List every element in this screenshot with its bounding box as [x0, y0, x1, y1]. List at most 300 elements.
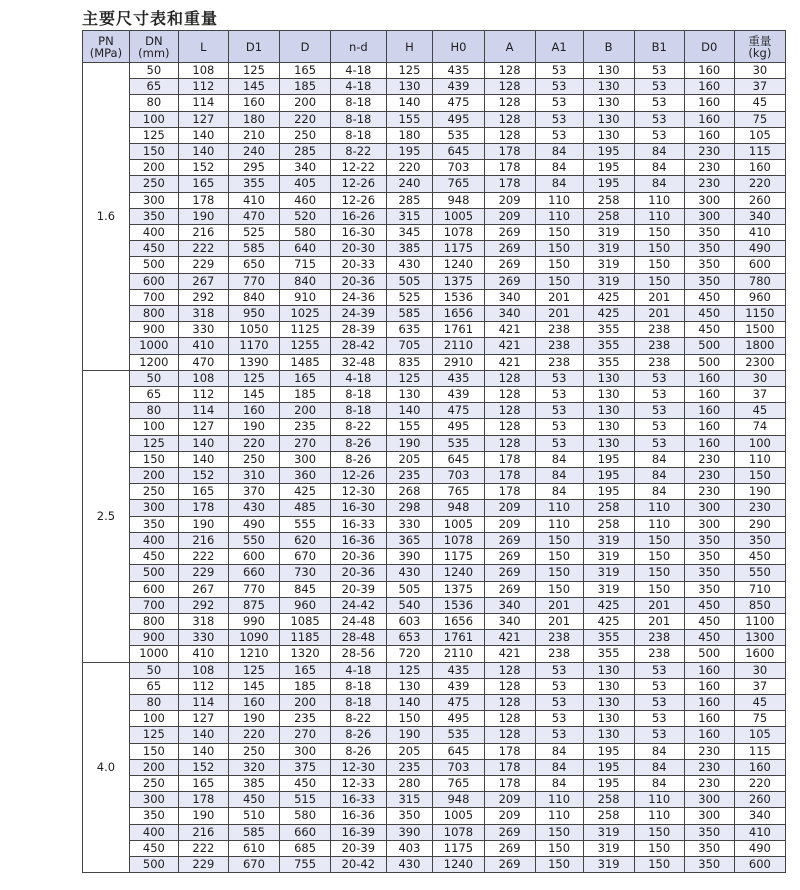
table-cell: 765 — [433, 484, 484, 500]
table-cell: 20-42 — [331, 856, 386, 872]
table-cell: 16-39 — [331, 824, 386, 840]
table-cell: 345 — [386, 225, 433, 241]
table-cell: 260 — [734, 192, 785, 208]
table-cell: 160 — [684, 63, 734, 79]
column-header-label: D1 — [245, 39, 263, 54]
column-header-label: L — [200, 39, 207, 54]
table-cell: 240 — [228, 144, 279, 160]
table-cell: 410 — [734, 824, 785, 840]
table-cell: 178 — [178, 192, 228, 208]
table-row — [83, 403, 786, 419]
table-cell: 110 — [634, 500, 684, 516]
column-header-label: DN — [145, 33, 163, 48]
table-cell: 150 — [634, 225, 684, 241]
table-cell: 235 — [386, 468, 433, 484]
table-cell: 300 — [129, 792, 178, 808]
table-cell: 250 — [129, 176, 178, 192]
table-cell: 350 — [129, 808, 178, 824]
table-cell: 127 — [178, 711, 228, 727]
table-cell: 340 — [484, 613, 535, 629]
table-cell: 53 — [535, 79, 583, 95]
table-cell: 180 — [228, 111, 279, 127]
table-cell: 350 — [684, 581, 734, 597]
table-cell: 16-26 — [331, 208, 386, 224]
table-cell: 875 — [228, 597, 279, 613]
table-cell: 178 — [484, 759, 535, 775]
table-cell: 580 — [280, 808, 331, 824]
table-cell: 195 — [583, 743, 634, 759]
table-cell: 80 — [129, 694, 178, 710]
table-cell: 1200 — [129, 354, 178, 370]
table-cell: 84 — [535, 775, 583, 791]
table-cell: 125 — [129, 435, 178, 451]
table-body — [83, 63, 786, 873]
table-cell: 30 — [734, 63, 785, 79]
table-cell: 195 — [583, 144, 634, 160]
table-cell: 127 — [178, 419, 228, 435]
table-cell: 45 — [734, 694, 785, 710]
table-cell: 80 — [129, 403, 178, 419]
table-cell: 269 — [484, 840, 535, 856]
table-cell: 125 — [386, 662, 433, 678]
table-cell: 24-48 — [331, 613, 386, 629]
table-cell: 112 — [178, 387, 228, 403]
table-cell: 140 — [178, 435, 228, 451]
table-cell: 948 — [433, 192, 484, 208]
table-cell: 229 — [178, 565, 228, 581]
table-row — [83, 306, 786, 322]
table-row — [83, 387, 786, 403]
table-cell: 350 — [129, 208, 178, 224]
table-cell: 230 — [684, 743, 734, 759]
table-cell: 140 — [178, 144, 228, 160]
table-cell: 300 — [684, 516, 734, 532]
table-cell: 53 — [535, 694, 583, 710]
table-cell: 216 — [178, 532, 228, 548]
table-cell: 650 — [228, 257, 279, 273]
table-cell: 53 — [535, 403, 583, 419]
table-cell: 65 — [129, 678, 178, 694]
table-cell: 450 — [129, 549, 178, 565]
table-cell: 340 — [484, 306, 535, 322]
table-cell: 450 — [684, 289, 734, 305]
table-cell: 140 — [178, 727, 228, 743]
table-cell: 53 — [535, 711, 583, 727]
table-cell: 195 — [583, 451, 634, 467]
table-cell: 320 — [228, 759, 279, 775]
table-cell: 258 — [583, 500, 634, 516]
table-cell: 84 — [535, 484, 583, 500]
table-cell: 1000 — [129, 338, 178, 354]
table-cell: 16-33 — [331, 792, 386, 808]
table-cell: 585 — [386, 306, 433, 322]
table-cell: 130 — [583, 678, 634, 694]
column-header — [535, 31, 583, 63]
table-cell: 319 — [583, 581, 634, 597]
table-cell: 505 — [386, 273, 433, 289]
table-cell: 114 — [178, 403, 228, 419]
table-row — [83, 565, 786, 581]
table-cell: 190 — [178, 208, 228, 224]
table-cell: 269 — [484, 273, 535, 289]
table-cell: 450 — [684, 630, 734, 646]
table-cell: 1170 — [228, 338, 279, 354]
table-cell: 765 — [433, 775, 484, 791]
table-cell: 8-22 — [331, 711, 386, 727]
table-cell: 755 — [280, 856, 331, 872]
table-cell: 515 — [280, 792, 331, 808]
table-cell: 410 — [178, 338, 228, 354]
table-cell: 53 — [535, 678, 583, 694]
table-cell: 4-18 — [331, 79, 386, 95]
table-cell: 430 — [386, 565, 433, 581]
table-cell: 430 — [386, 856, 433, 872]
table-cell: 400 — [129, 225, 178, 241]
table-cell: 730 — [280, 565, 331, 581]
table-cell: 535 — [433, 127, 484, 143]
table-row — [83, 95, 786, 111]
table-cell: 350 — [684, 856, 734, 872]
table-cell: 1085 — [280, 613, 331, 629]
table-cell: 37 — [734, 387, 785, 403]
table-cell: 653 — [386, 630, 433, 646]
table-cell: 150 — [535, 840, 583, 856]
table-cell: 430 — [228, 500, 279, 516]
table-cell: 430 — [386, 257, 433, 273]
table-cell: 140 — [178, 127, 228, 143]
table-cell: 319 — [583, 549, 634, 565]
table-cell: 240 — [386, 176, 433, 192]
column-header-label: B1 — [651, 39, 667, 54]
table-cell: 84 — [634, 775, 684, 791]
table-cell: 195 — [583, 176, 634, 192]
table-cell: 140 — [178, 743, 228, 759]
table-cell: 12-26 — [331, 468, 386, 484]
table-cell: 258 — [583, 192, 634, 208]
table-cell: 948 — [433, 792, 484, 808]
table-cell: 128 — [484, 111, 535, 127]
table-cell: 160 — [684, 678, 734, 694]
table-cell: 1500 — [734, 322, 785, 338]
table-row — [83, 322, 786, 338]
table-cell: 150 — [634, 565, 684, 581]
table-cell: 53 — [634, 711, 684, 727]
table-cell: 450 — [684, 306, 734, 322]
table-row — [83, 176, 786, 192]
table-cell: 160 — [228, 403, 279, 419]
table-cell: 125 — [129, 727, 178, 743]
table-cell: 110 — [634, 208, 684, 224]
column-header-label: A — [505, 39, 514, 54]
table-cell: 315 — [386, 792, 433, 808]
table-cell: 1300 — [734, 630, 785, 646]
table-cell: 421 — [484, 322, 535, 338]
column-header — [634, 31, 684, 63]
table-cell: 298 — [386, 500, 433, 516]
table-cell: 230 — [734, 500, 785, 516]
table-cell: 1005 — [433, 208, 484, 224]
table-cell: 74 — [734, 419, 785, 435]
table-cell: 258 — [583, 208, 634, 224]
table-row — [83, 225, 786, 241]
table-cell: 190 — [386, 435, 433, 451]
table-cell: 350 — [386, 808, 433, 824]
table-cell: 160 — [684, 727, 734, 743]
table-cell: 500 — [684, 338, 734, 354]
table-cell: 535 — [433, 727, 484, 743]
table-cell: 290 — [734, 516, 785, 532]
table-cell: 114 — [178, 95, 228, 111]
table-cell: 319 — [583, 257, 634, 273]
table-cell: 190 — [178, 516, 228, 532]
table-cell: 292 — [178, 597, 228, 613]
table-row — [83, 208, 786, 224]
table-cell: 130 — [583, 111, 634, 127]
table-cell: 32-48 — [331, 354, 386, 370]
table-cell: 201 — [535, 597, 583, 613]
table-cell: 340 — [734, 808, 785, 824]
table-cell: 315 — [386, 208, 433, 224]
table-row — [83, 63, 786, 79]
table-cell: 160 — [734, 759, 785, 775]
table-cell: 850 — [734, 597, 785, 613]
table-cell: 152 — [178, 468, 228, 484]
table-cell: 948 — [433, 500, 484, 516]
table-row — [83, 273, 786, 289]
table-cell: 1125 — [280, 322, 331, 338]
column-header — [178, 31, 228, 63]
column-header — [228, 31, 279, 63]
table-cell: 128 — [484, 95, 535, 111]
table-cell: 330 — [386, 516, 433, 532]
table-cell: 20-36 — [331, 549, 386, 565]
table-cell: 300 — [280, 451, 331, 467]
table-cell: 110 — [535, 192, 583, 208]
table-cell: 238 — [634, 630, 684, 646]
dimension-weight-table — [82, 30, 786, 873]
table-cell: 12-30 — [331, 759, 386, 775]
table-cell: 12-26 — [331, 176, 386, 192]
table-cell: 450 — [129, 241, 178, 257]
column-header-label: H — [405, 39, 414, 54]
table-cell: 108 — [178, 370, 228, 386]
table-cell: 84 — [634, 160, 684, 176]
table-cell: 28-39 — [331, 322, 386, 338]
table-cell: 50 — [129, 63, 178, 79]
table-cell: 160 — [684, 111, 734, 127]
table-cell: 285 — [280, 144, 331, 160]
table-cell: 410 — [734, 225, 785, 241]
table-cell: 84 — [634, 743, 684, 759]
table-cell: 152 — [178, 160, 228, 176]
table-cell: 12-33 — [331, 775, 386, 791]
table-cell: 360 — [280, 468, 331, 484]
table-cell: 128 — [484, 387, 535, 403]
table-cell: 319 — [583, 532, 634, 548]
table-cell: 128 — [484, 63, 535, 79]
table-cell: 165 — [280, 63, 331, 79]
table-cell: 128 — [484, 711, 535, 727]
table-row — [83, 484, 786, 500]
table-cell: 145 — [228, 678, 279, 694]
table-cell: 835 — [386, 354, 433, 370]
table-cell: 450 — [734, 549, 785, 565]
table-row — [83, 856, 786, 872]
table-cell: 425 — [583, 306, 634, 322]
table-cell: 1005 — [433, 516, 484, 532]
table-cell: 50 — [129, 370, 178, 386]
table-cell: 1375 — [433, 273, 484, 289]
table-cell: 585 — [228, 241, 279, 257]
table-cell: 230 — [684, 759, 734, 775]
table-cell: 150 — [634, 581, 684, 597]
table-row — [83, 581, 786, 597]
table-cell: 1175 — [433, 241, 484, 257]
table-cell: 80 — [129, 95, 178, 111]
table-cell: 53 — [634, 727, 684, 743]
table-cell: 495 — [433, 711, 484, 727]
table-cell: 258 — [583, 516, 634, 532]
table-cell: 160 — [734, 160, 785, 176]
table-cell: 185 — [280, 678, 331, 694]
table-cell: 53 — [634, 662, 684, 678]
table-row — [83, 451, 786, 467]
table-cell: 350 — [684, 840, 734, 856]
table-cell: 160 — [684, 79, 734, 95]
table-cell: 235 — [280, 711, 331, 727]
table-cell: 130 — [583, 403, 634, 419]
table-cell: 525 — [228, 225, 279, 241]
column-header — [129, 31, 178, 63]
table-cell: 1025 — [280, 306, 331, 322]
table-cell: 201 — [535, 613, 583, 629]
table-cell: 550 — [734, 565, 785, 581]
table-cell: 1761 — [433, 630, 484, 646]
table-cell: 8-18 — [331, 127, 386, 143]
table-cell: 800 — [129, 613, 178, 629]
column-header-label: n-d — [348, 39, 368, 54]
table-cell: 53 — [634, 95, 684, 111]
table-cell: 130 — [386, 79, 433, 95]
table-cell: 450 — [684, 613, 734, 629]
table-cell: 1536 — [433, 289, 484, 305]
table-cell: 2110 — [433, 338, 484, 354]
table-cell: 450 — [280, 775, 331, 791]
column-header — [331, 31, 386, 63]
table-cell: 53 — [535, 419, 583, 435]
table-cell: 319 — [583, 225, 634, 241]
table-cell: 209 — [484, 792, 535, 808]
table-cell: 300 — [684, 808, 734, 824]
table-cell: 200 — [129, 759, 178, 775]
table-cell: 178 — [178, 792, 228, 808]
table-row — [83, 257, 786, 273]
table-cell: 490 — [228, 516, 279, 532]
column-header-label: PN — [98, 33, 114, 48]
table-cell: 269 — [484, 241, 535, 257]
table-cell: 127 — [178, 111, 228, 127]
table-cell: 84 — [535, 468, 583, 484]
table-cell: 150 — [634, 273, 684, 289]
table-cell: 12-30 — [331, 484, 386, 500]
table-cell: 160 — [684, 127, 734, 143]
table-cell: 229 — [178, 257, 228, 273]
table-row — [83, 79, 786, 95]
table-cell: 500 — [129, 856, 178, 872]
table-cell: 53 — [634, 370, 684, 386]
table-cell: 178 — [484, 451, 535, 467]
table-cell: 150 — [535, 549, 583, 565]
table-row — [83, 727, 786, 743]
table-cell: 20-33 — [331, 257, 386, 273]
table-cell: 152 — [178, 759, 228, 775]
table-cell: 1255 — [280, 338, 331, 354]
table-cell: 53 — [634, 678, 684, 694]
table-cell: 150 — [634, 824, 684, 840]
table-cell: 8-26 — [331, 727, 386, 743]
table-cell: 292 — [178, 289, 228, 305]
table-cell: 390 — [386, 549, 433, 565]
table-cell: 110 — [535, 808, 583, 824]
table-cell: 645 — [433, 743, 484, 759]
table-row — [83, 824, 786, 840]
table-cell: 53 — [634, 419, 684, 435]
table-cell: 400 — [129, 824, 178, 840]
table-cell: 140 — [386, 694, 433, 710]
table-cell: 1390 — [228, 354, 279, 370]
table-cell: 485 — [280, 500, 331, 516]
table-cell: 178 — [178, 500, 228, 516]
table-cell: 238 — [535, 322, 583, 338]
table-cell: 100 — [129, 419, 178, 435]
table-cell: 37 — [734, 79, 785, 95]
table-cell: 340 — [280, 160, 331, 176]
table-cell: 490 — [734, 840, 785, 856]
table-cell: 165 — [178, 484, 228, 500]
table-cell: 2300 — [734, 354, 785, 370]
table-cell: 178 — [484, 160, 535, 176]
table-cell: 209 — [484, 500, 535, 516]
table-cell: 53 — [634, 694, 684, 710]
table-cell: 1078 — [433, 532, 484, 548]
table-row — [83, 338, 786, 354]
table-cell: 703 — [433, 759, 484, 775]
column-header — [83, 31, 130, 63]
table-cell: 201 — [634, 597, 684, 613]
table-cell: 150 — [535, 581, 583, 597]
table-cell: 180 — [386, 127, 433, 143]
table-cell: 500 — [684, 646, 734, 662]
table-row — [83, 759, 786, 775]
table-row — [83, 370, 786, 386]
table-cell: 670 — [280, 549, 331, 565]
table-cell: 160 — [684, 435, 734, 451]
table-cell: 269 — [484, 565, 535, 581]
table-cell: 520 — [280, 208, 331, 224]
table-cell: 112 — [178, 79, 228, 95]
table-cell: 268 — [386, 484, 433, 500]
table-cell: 185 — [280, 387, 331, 403]
table-cell: 150 — [634, 532, 684, 548]
table-cell: 178 — [484, 176, 535, 192]
table-cell: 20-36 — [331, 273, 386, 289]
table-cell: 510 — [228, 808, 279, 824]
table-cell: 450 — [684, 322, 734, 338]
table-cell: 160 — [228, 694, 279, 710]
table-cell: 535 — [433, 435, 484, 451]
table-cell: 216 — [178, 225, 228, 241]
table-cell: 340 — [734, 208, 785, 224]
